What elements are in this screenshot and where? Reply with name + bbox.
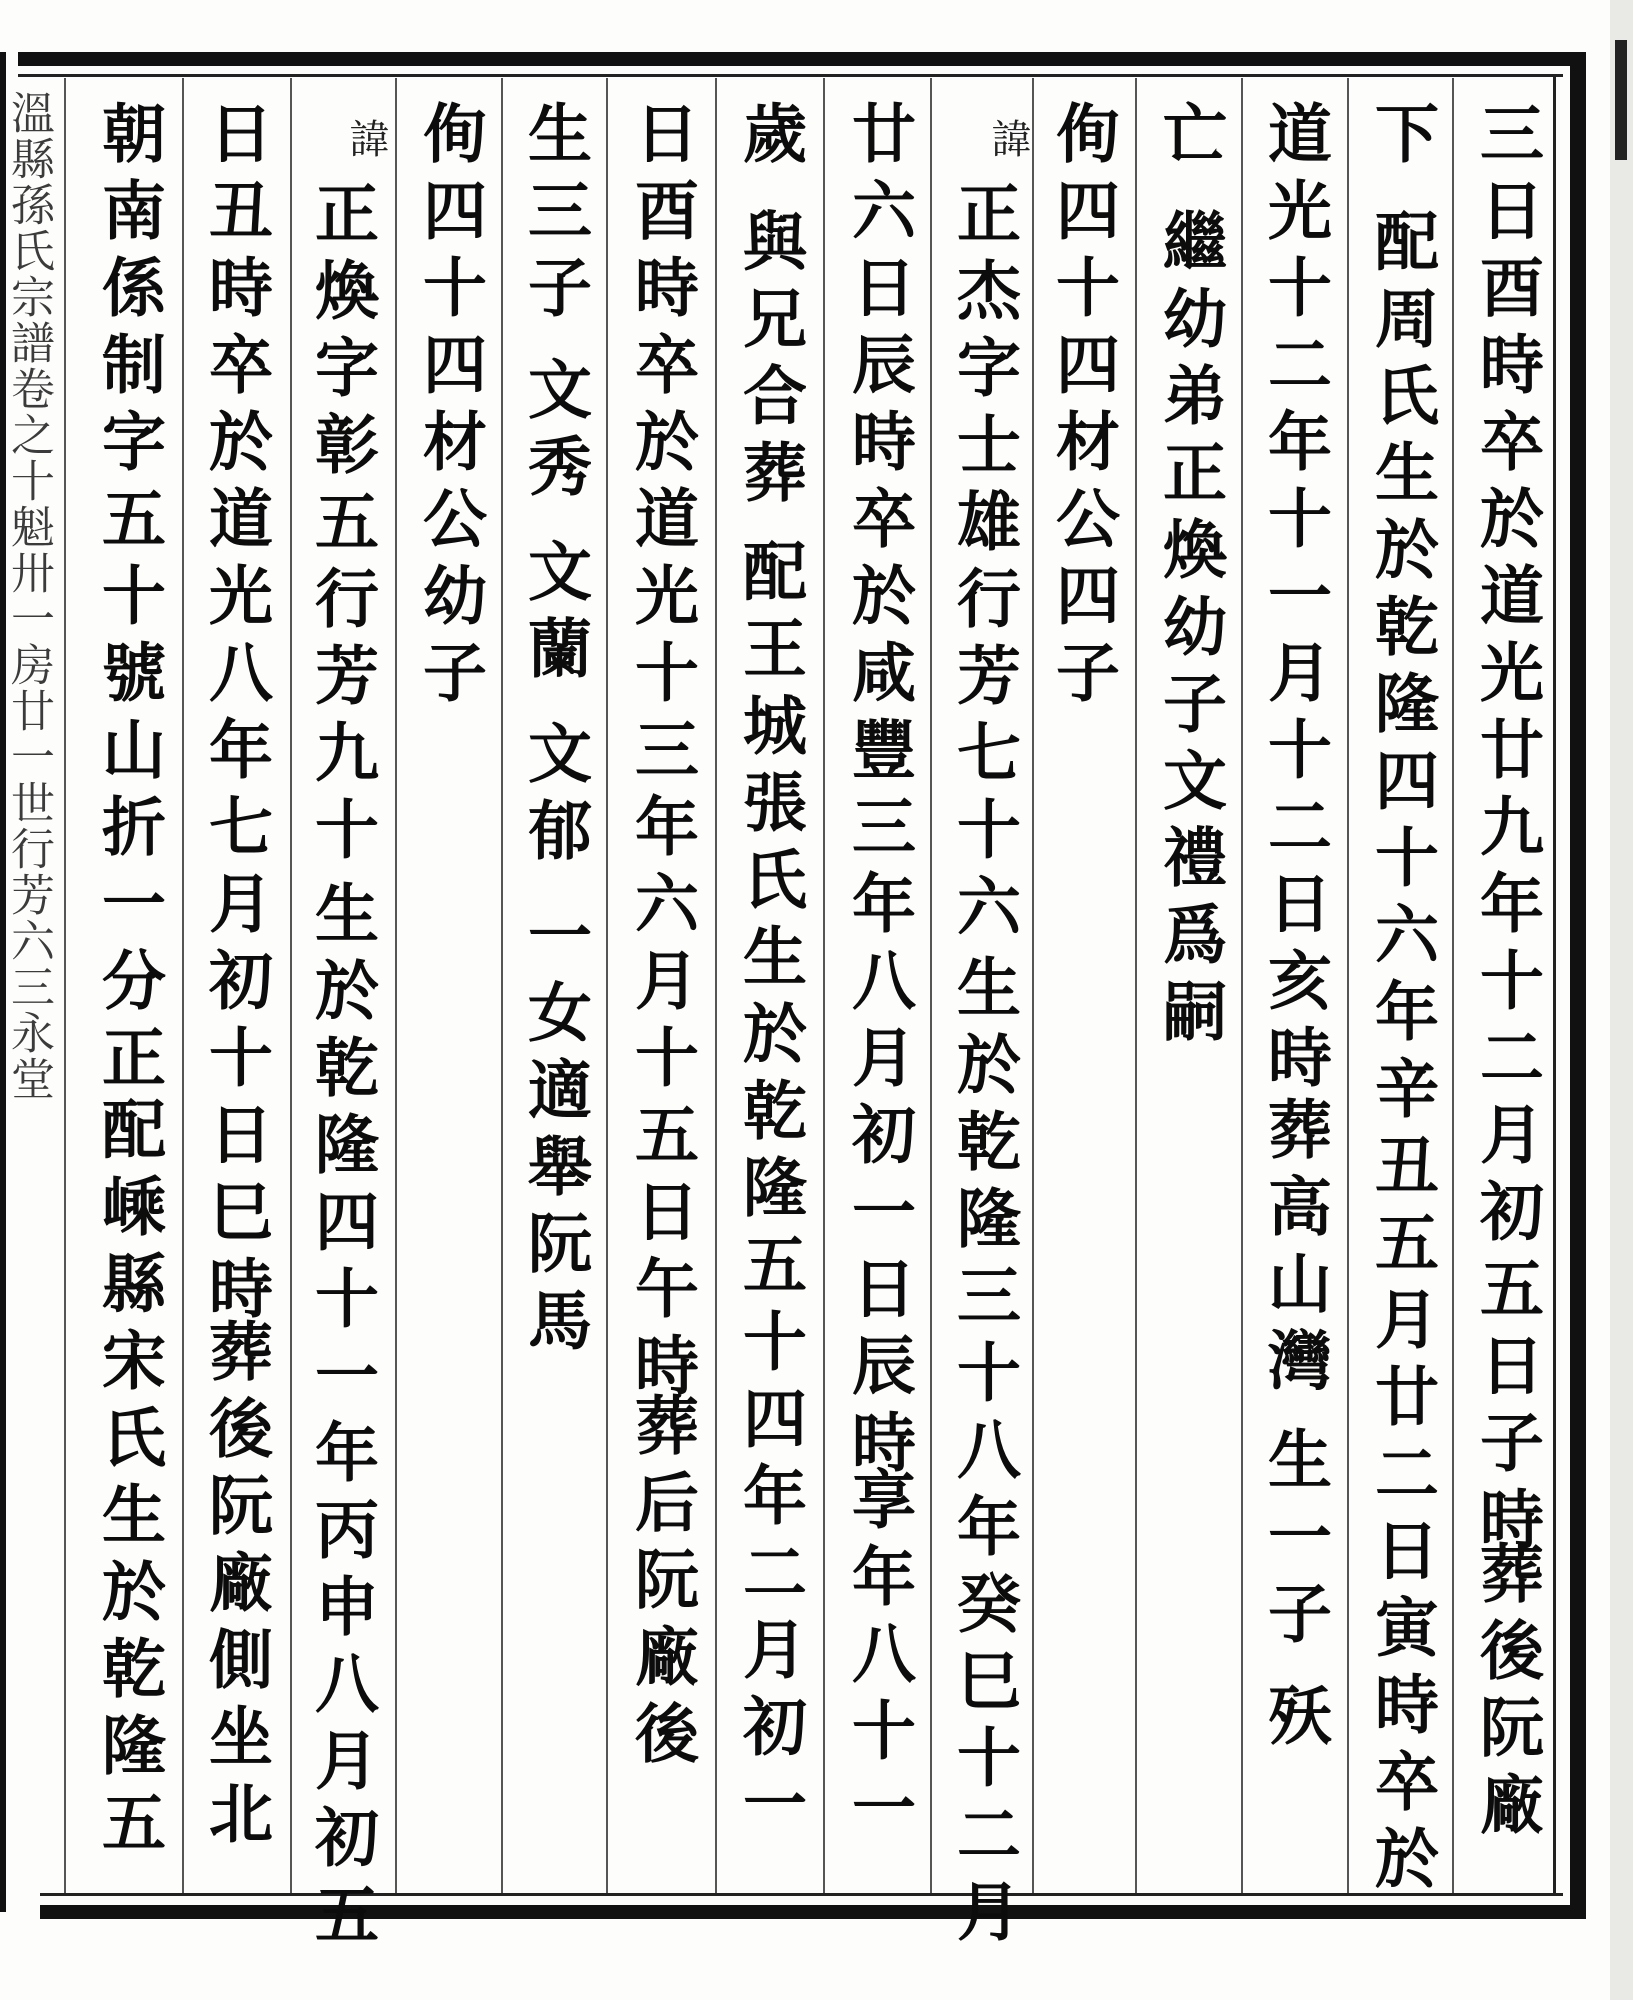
adjacent-page-mark [1615, 40, 1627, 160]
column-text-segment: 與兄合葬 [732, 208, 807, 516]
column-text-segment: 生於乾隆三十八年癸巳十二月 [946, 954, 1021, 1955]
banner-volume: 卷之十 [3, 366, 54, 504]
banner-page-number: 六 [3, 918, 54, 964]
frame-right-border [1570, 52, 1586, 1919]
column-rule [1032, 78, 1034, 1893]
column-text-segment: 配王城張氏生於乾隆五十四年二月初一 [732, 538, 807, 1847]
column-text-segment: 歲 [732, 100, 807, 177]
column-rule [290, 78, 292, 1893]
column-text-segment: 道光十二年十一月十二日亥時 [1257, 100, 1332, 1101]
column-text-segment: 侚四十四材公幼子 [412, 100, 487, 716]
frame-right-inner-border [1553, 74, 1556, 1896]
column-text-segment: 正杰字士雄行芳七十六 [946, 180, 1021, 950]
column-text-segment: 侚四十四材公四子 [1045, 100, 1120, 716]
column-text-segment: 殀 [1257, 1682, 1332, 1759]
column-text-segment: 生一子 [1257, 1426, 1332, 1657]
center-fold-banner [4, 90, 52, 1890]
column-text-segment: 葬高山灣 [1257, 1096, 1332, 1404]
frame-bottom-inner-border [40, 1893, 1563, 1896]
column-text-segment: 日酉時卒於道光十三年六月十五日午時 [624, 100, 699, 1409]
column-text-segment: 廿六日辰時卒於咸豐三年八月初一日辰時 [841, 100, 916, 1486]
column-rule [395, 78, 397, 1893]
column-text-segment: 配嵊縣宋氏生於乾隆五 [91, 1096, 166, 1866]
column-text-segment: 文秀 [517, 356, 592, 510]
column-text-segment: 一女適舉阮馬 [517, 902, 592, 1364]
column-rule [715, 78, 717, 1893]
column-rule [1135, 78, 1137, 1893]
banner-branch: 魁卅一房廿一世行芳 [3, 504, 54, 918]
column-text-segment: 葬後阮廠 [1469, 1540, 1544, 1848]
adjacent-page-edge [1610, 0, 1633, 2000]
column-rule [64, 78, 66, 1893]
honorific-annotation: 諱 [985, 118, 1031, 164]
banner-title: 溫縣孫氏宗譜 [3, 90, 54, 366]
column-rule [501, 78, 503, 1893]
frame-bottom-border [40, 1905, 1583, 1919]
column-text-segment: 朝南係制字五十號山折一分正 [91, 100, 166, 1101]
column-text-segment: 下 [1364, 100, 1439, 177]
column-text-segment: 生三子 [517, 100, 592, 331]
column-text-segment: 享年八十一 [841, 1466, 916, 1851]
honorific-annotation: 諱 [343, 118, 389, 164]
column-text-segment: 葬后阮廠後 [624, 1392, 699, 1777]
column-text-segment: 文蘭 [517, 538, 592, 692]
column-text-segment: 亡 [1152, 100, 1227, 177]
column-rule [606, 78, 608, 1893]
banner-hall-name: 三永堂 [3, 964, 54, 1102]
column-rule [1452, 78, 1454, 1893]
frame-top-inner-border [18, 74, 1563, 77]
column-rule [1241, 78, 1243, 1893]
column-text-segment: 生於乾隆四十一年丙申八月初五 [304, 880, 379, 1958]
column-text-segment: 配周氏生於乾隆四十六年辛丑五月廿二日寅時卒於 [1364, 208, 1439, 1902]
column-rule [823, 78, 825, 1893]
column-text-segment: 正煥字彰五行芳九十 [304, 180, 379, 873]
column-text-segment: 繼幼弟正煥幼子文禮爲嗣 [1152, 208, 1227, 1055]
frame-top-border [18, 52, 1583, 66]
banner-column-text [4, 90, 52, 1102]
column-text-segment: 日丑時卒於道光八年七月初十日巳時 [198, 100, 273, 1332]
column-rule [182, 78, 184, 1893]
column-text-segment: 葬後阮廠側坐北 [198, 1318, 273, 1857]
column-text-segment: 文郁 [517, 720, 592, 874]
column-rule [1347, 78, 1349, 1893]
column-text-segment: 三日酉時卒於道光廿九年十二月初五日子時 [1469, 100, 1544, 1563]
column-rule [930, 78, 932, 1893]
